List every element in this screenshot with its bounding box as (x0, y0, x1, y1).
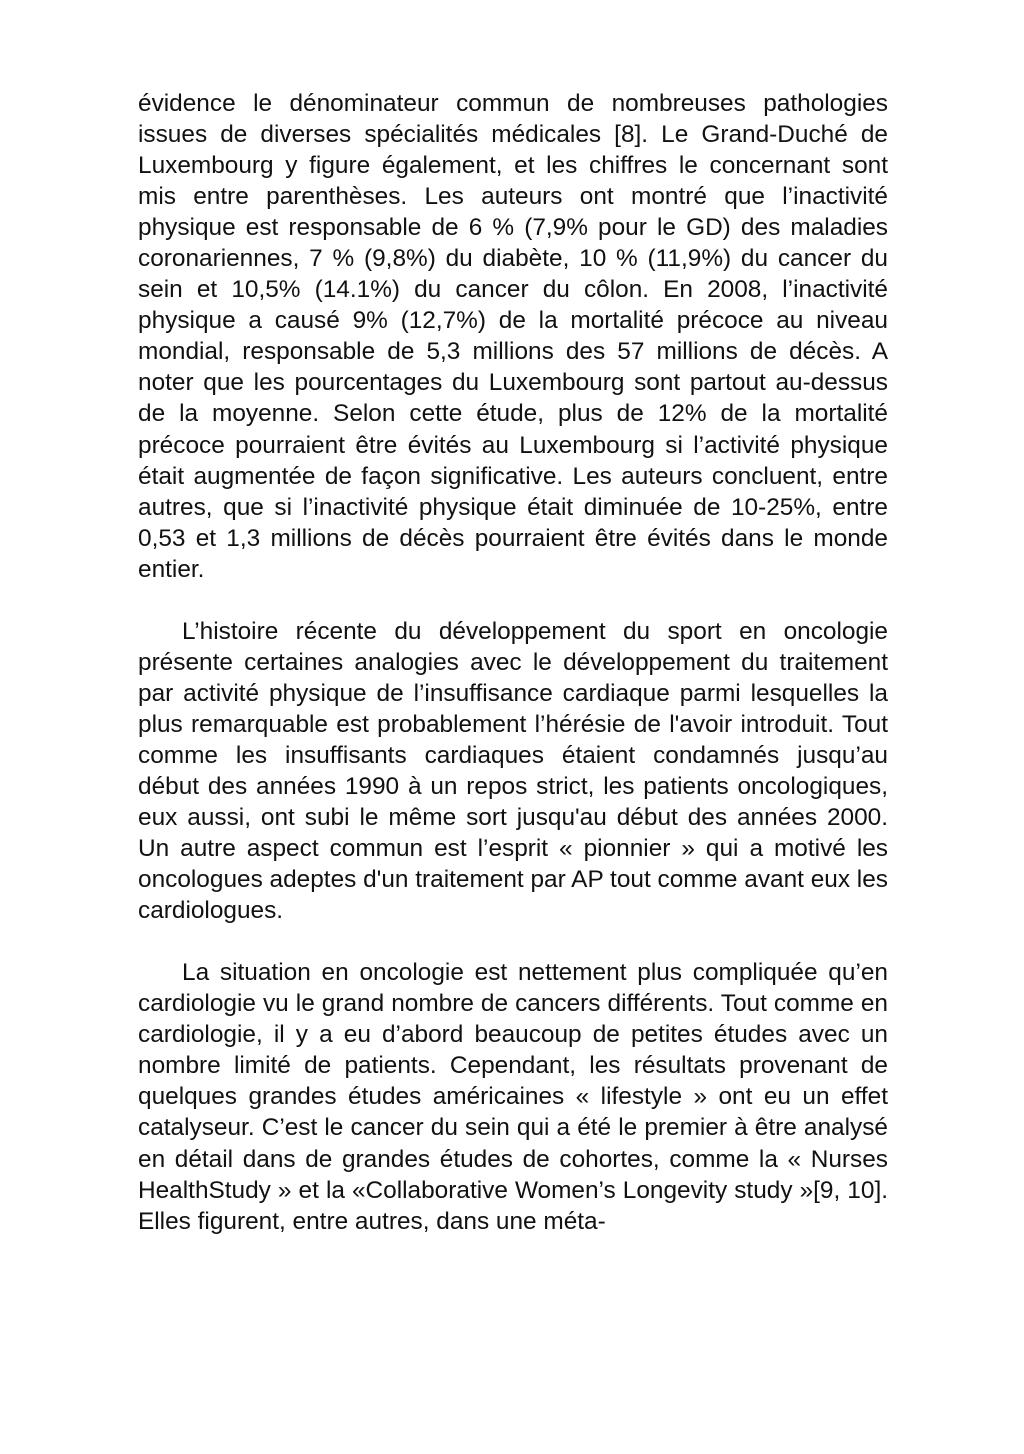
document-page (138, 88, 888, 1237)
paragraph-oncology-situation: La situation en oncologie est nettement plus compliquée qu’en cardiologie vu le grand nombre de cancers différents. Tout comme en cardiologie, il y a eu d’abord beaucoup de petites études avec un nombre limité de patients. Cependant, les résultats provenant de quelques grandes études américaines « lifestyle » ont eu un effet catalyseur. C’est le cancer du sein qui a été le premier à être analysé en détail dans de grandes études de cohortes, comme la « Nurses HealthStudy » et la «Collaborative Women’s Longevity study »[9, 10]. Elles figurent, entre autres, dans une méta- (138, 959, 888, 1235)
paragraph-inactivity-statistics: évidence le dénominateur commun de nombreuses pathologies issues de diverses spécialités médicales [8]. Le Grand-Duché de Luxembourg y figure également, et les chiffres le concernant sont mis entre parenthèses. Les auteurs ont montré que l’inactivité physique est responsable de 6 % (7,9% pour le GD) des maladies coronariennes, 7 % (9,8%) du diabète, 10 % (11,9%) du cancer du sein et 10,5% (14.1%) du cancer du côlon. En 2008, l’inactivité physique a causé 9% (12,7%) de la mortalité précoce au niveau mondial, responsable de 5,3 millions des 57 millions de décès. A noter que les pourcentages du Luxembourg sont partout au-dessus de la moyenne. Selon cette étude, plus de 12% de la mortalité précoce pourraient être évités au Luxembourg si l’activité physique était augmentée de façon significative. Les auteurs concluent, entre autres, que si l’inactivité physique était diminuée de 10-25%, entre 0,53 et 1,3 millions de décès pourraient être évités dans le monde entier. (138, 90, 888, 583)
paragraph-oncology-history: L’histoire récente du développement du sport en oncologie présente certaines analogies avec le développement du traitement par activité physique de l’insuffisance cardiaque parmi lesquelles la plus remarquable est probablement l’hérésie de l'avoir introduit. Tout comme les insuffisants cardiaques étaient condamnés jusqu’au début des années 1990 à un repos strict, les patients oncologiques, eux aussi, ont subi le même sort jusqu'au début des années 2000. Un autre aspect commun est l’esprit « pionnier » qui a motivé les oncologues adeptes d'un traitement par AP tout comme avant eux les cardiologues. (138, 617, 888, 925)
